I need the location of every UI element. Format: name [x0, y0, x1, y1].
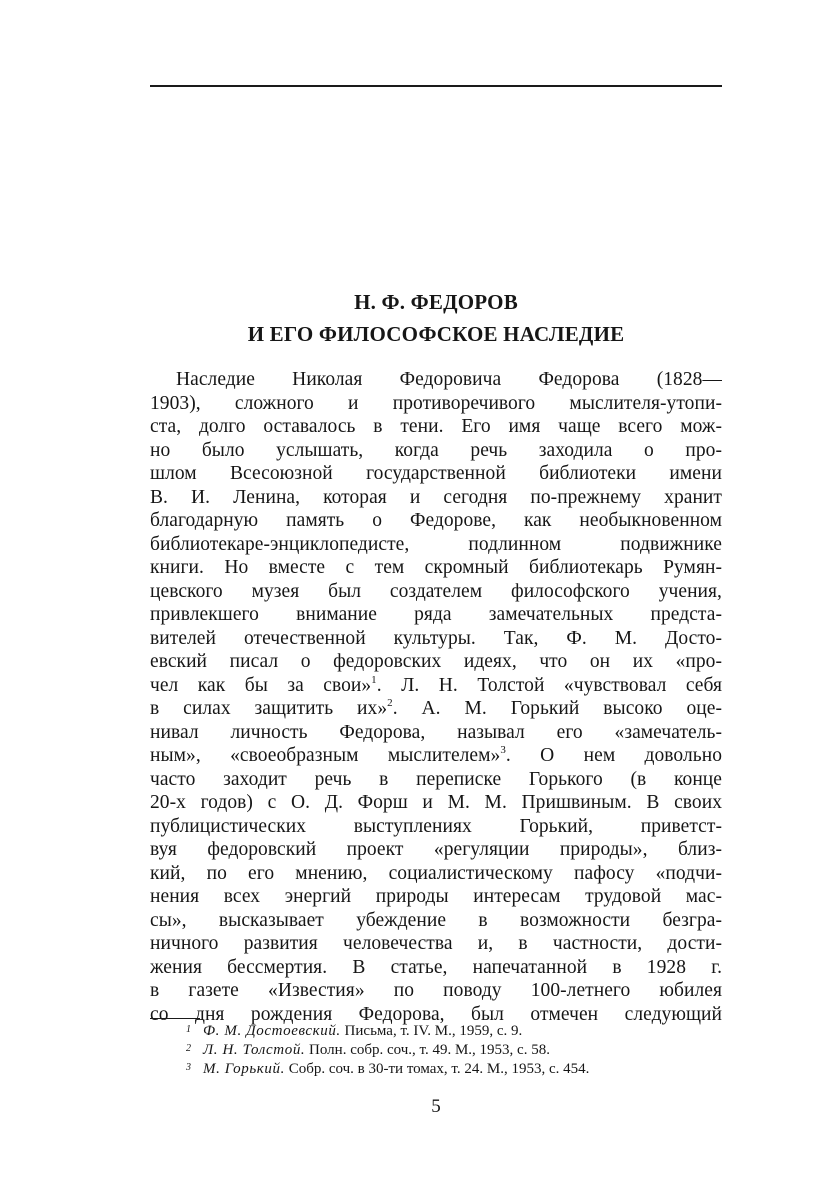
text-line: Наследие Николая Федоровича Федорова (1828— [176, 369, 722, 390]
text-line: со дня рождения Федорова, был отмечен следующий [150, 1003, 722, 1025]
top-rule [150, 85, 722, 87]
footnote-mark: 1 [186, 1024, 191, 1035]
body-text [150, 368, 722, 1026]
text-line: вуя федоровский проект «регуляции природы», близ- [150, 839, 722, 860]
text-line: евский писал о федоровских идеях, что он их «про- [150, 651, 722, 672]
text-line: но было услышать, когда речь заходила о про- [150, 439, 722, 461]
text-line: публицистических выступлениях Горький, приветст- [150, 815, 722, 837]
text-line: шлом Всесоюзной государственной библиотеки имени [150, 463, 722, 484]
footnote-author: Ф. М. Достоевский. [203, 1023, 341, 1039]
text-line: 20-х годов) с О. Д. Форш и М. М. Пришвиным. В своих [150, 792, 722, 813]
chapter-title [150, 286, 722, 350]
footnote-author: М. Горький. [203, 1061, 285, 1077]
text-line: благодарную память о Федорове, как необыкновенном [150, 510, 722, 531]
text-line: жения бессмертия. В статье, напечатанной в 1928 г. [150, 956, 722, 978]
text-line: нения всех энергий природы интересам трудовой мас- [150, 886, 722, 907]
text-line: В. И. Ленина, которая и сегодня по-прежнему хранит [150, 486, 722, 508]
chapter-title-line-1: Н. Ф. ФЕДОРОВ [354, 290, 518, 314]
text-line: ным», «своеобразным мыслителем»$^3$. О нем довольно [150, 744, 722, 766]
text-line: чел как бы за свои»$^1$. Л. Н. Толстой «чувствовал себя [150, 673, 722, 696]
footnote-reference: 3 [500, 744, 506, 756]
text-line: книги. Но вместе с тем скромный библиотекарь Румян- [150, 557, 722, 578]
footnote [150, 1022, 722, 1041]
text-line: нивал личность Федорова, называл его «замечатель- [150, 721, 722, 743]
text-line: в силах защитить их»$^2$. А. М. Горький высоко оце- [150, 697, 722, 719]
text-line: цевского музея был создателем философского учения, [150, 580, 722, 602]
footnote [150, 1041, 722, 1060]
text-line: часто заходит речь в переписке Горького (в конце [150, 768, 722, 790]
footnotes [150, 1022, 722, 1079]
chapter-title-line-2: И ЕГО ФИЛОСОФСКОЕ НАСЛЕДИЕ [247, 322, 625, 346]
text-line: кий, по его мнению, социалистическому пафосу «подчи- [150, 862, 722, 884]
text-line: ничного развития человечества и, в частности, дости- [150, 933, 722, 954]
footnote [150, 1060, 722, 1079]
text-line: в газете «Известия» по поводу 100-летнего юбилея [150, 980, 722, 1001]
footnote-mark: 2 [186, 1043, 191, 1054]
footnote-rule [150, 1018, 200, 1019]
footnote-author: Л. Н. Толстой. [203, 1042, 306, 1058]
page-number: 5 [431, 1096, 441, 1117]
text-line: сы», высказывает убеждение в возможности безгра- [150, 909, 722, 931]
footnote-reference: 1 [371, 673, 377, 686]
footnote-citation: Полн. собр. соч., т. 49. М., 1953, с. 58. [309, 1042, 550, 1058]
text-line: 1903), сложного и противоречивого мыслителя-утопи- [150, 392, 722, 414]
footnote-reference: 2 [387, 697, 393, 709]
text-line: привлекшего внимание ряда замечательных предста- [150, 604, 722, 625]
footnote-citation: Собр. соч. в 30-ти томах, т. 24. М., 1953, с. 454. [288, 1061, 590, 1077]
text-line: вителей отечественной культуры. Так, Ф. М. Досто- [150, 627, 722, 649]
text-line: ста, долго оставалось в тени. Его имя чаще всего мож- [150, 416, 722, 437]
footnote-citation: Письма, т. IV. М., 1959, с. 9. [344, 1023, 523, 1039]
footnote-mark: 3 [186, 1062, 191, 1073]
text-line: библиотекаре-энциклопедисте, подлинном подвижнике [150, 533, 722, 555]
